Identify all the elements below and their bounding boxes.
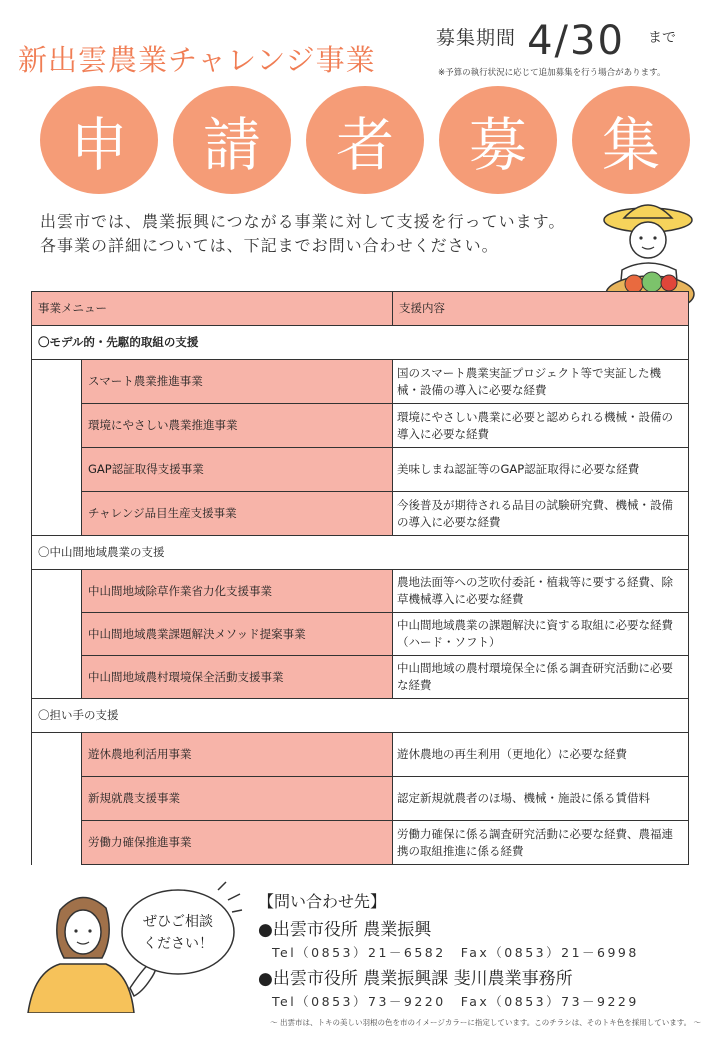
- indent-cell: [32, 613, 82, 656]
- banner-char: 集: [572, 86, 690, 194]
- program-table: [31, 291, 689, 865]
- indent-cell: [32, 448, 82, 492]
- table-row: [32, 821, 689, 865]
- table-row: [32, 492, 689, 536]
- table-row: [32, 448, 689, 492]
- program-desc: 労働力確保に係る調査研究活動に必要な経費、農福連携の取組推進に係る経費: [393, 821, 689, 865]
- program-name: スマート農業推進事業: [82, 360, 393, 404]
- office-name: ●出雲市役所 農業振興: [258, 920, 432, 940]
- table-row: [32, 570, 689, 613]
- table-header: [32, 292, 689, 326]
- header-support: 支援内容: [393, 292, 689, 326]
- program-desc: 中山間地域の農村環境保全に係る調査研究活動に必要な経費: [393, 656, 689, 699]
- contact-info: [258, 889, 639, 1010]
- recruitment-period: [436, 18, 676, 64]
- category-row: [32, 326, 689, 360]
- indent-cell: [32, 492, 82, 536]
- program-name: GAP認証取得支援事業: [82, 448, 393, 492]
- table-row: [32, 777, 689, 821]
- category-title: 〇担い手の支援: [32, 699, 689, 733]
- program-name: 中山間地域農村環境保全活動支援事業: [82, 656, 393, 699]
- header-menu: 事業メニュー: [32, 292, 393, 326]
- bubble-line: ぜひご相談: [143, 914, 213, 930]
- intro-text: [40, 210, 565, 258]
- office-name: ●出雲市役所 農業振興課 斐川農業事務所: [258, 969, 573, 989]
- banner-char: 請: [173, 86, 291, 194]
- indent-cell: [32, 777, 82, 821]
- program-name: 労働力確保推進事業: [82, 821, 393, 865]
- indent-cell: [32, 821, 82, 865]
- banner-char: 募: [439, 86, 557, 194]
- table-row: [32, 360, 689, 404]
- program-name: 環境にやさしい農業推進事業: [82, 404, 393, 448]
- program-desc: 美味しまね認証等のGAP認証取得に必要な経費: [393, 448, 689, 492]
- program-desc: 国のスマート農業実証プロジェクト等で実証した機械・設備の導入に必要な経費: [393, 360, 689, 404]
- period-label: 募集期間: [436, 27, 517, 49]
- program-name: チャレンジ品目生産支援事業: [82, 492, 393, 536]
- category-row: [32, 536, 689, 570]
- office-tel: Tel（0853）73－9220 Fax（0853）73－9229: [272, 994, 639, 1009]
- banner-char: 申: [40, 86, 158, 194]
- program-name: 遊休農地利活用事業: [82, 733, 393, 777]
- page-title: 新出雲農業チャレンジ事業: [18, 43, 376, 77]
- table-row: [32, 613, 689, 656]
- contact-title: 【問い合わせ先】: [258, 892, 387, 911]
- banner-circles: [40, 86, 690, 194]
- indent-cell: [32, 404, 82, 448]
- program-desc: 農地法面等への芝吹付委託・植栽等に要する経費、除草機械導入に必要な経費: [393, 570, 689, 613]
- intro-line: 出雲市では、農業振興につながる事業に対して支援を行っています。: [40, 212, 566, 231]
- program-desc: 遊休農地の再生利用（更地化）に必要な経費: [393, 733, 689, 777]
- program-desc: 中山間地域農業の課題解決に資する取組に必要な経費（ハード・ソフト）: [393, 613, 689, 656]
- indent-cell: [32, 656, 82, 699]
- indent-cell: [32, 570, 82, 613]
- intro-line: 各事業の詳細については、下記までお問い合わせください。: [40, 236, 499, 255]
- period-suffix: まで: [648, 30, 677, 46]
- program-name: 中山間地域除草作業省力化支援事業: [82, 570, 393, 613]
- category-title: 〇中山間地域農業の支援: [32, 536, 689, 570]
- table-row: [32, 404, 689, 448]
- category-row: [32, 699, 689, 733]
- banner-char: 者: [306, 86, 424, 194]
- indent-cell: [32, 733, 82, 777]
- table-row: [32, 733, 689, 777]
- program-name: 中山間地域農業課題解決メソッド提案事業: [82, 613, 393, 656]
- program-desc: 今後普及が期待される品目の試験研究費、機械・設備の導入に必要な経費: [393, 492, 689, 536]
- office-tel: Tel（0853）21－6582 Fax（0853）21－6998: [272, 945, 639, 960]
- footer-note: ～ 出雲市は、トキの美しい羽根の色を市のイメージカラーに指定しています。このチラシは、そのトキ色を採用しています。 ～: [270, 1018, 701, 1027]
- category-title: 〇モデル的・先駆的取組の支援: [32, 326, 689, 360]
- period-note: ※予算の執行状況に応じて追加募集を行う場合があります。: [438, 68, 666, 78]
- indent-cell: [32, 360, 82, 404]
- speech-bubble: [118, 880, 244, 980]
- program-name: 新規就農支援事業: [82, 777, 393, 821]
- program-desc: 認定新規就農者のほ場、機械・施設に係る賃借料: [393, 777, 689, 821]
- table-row: [32, 656, 689, 699]
- bubble-line: ください！: [143, 936, 213, 952]
- period-date: 4/30: [527, 18, 625, 64]
- program-desc: 環境にやさしい農業に必要と認められる機械・設備の導入に必要な経費: [393, 404, 689, 448]
